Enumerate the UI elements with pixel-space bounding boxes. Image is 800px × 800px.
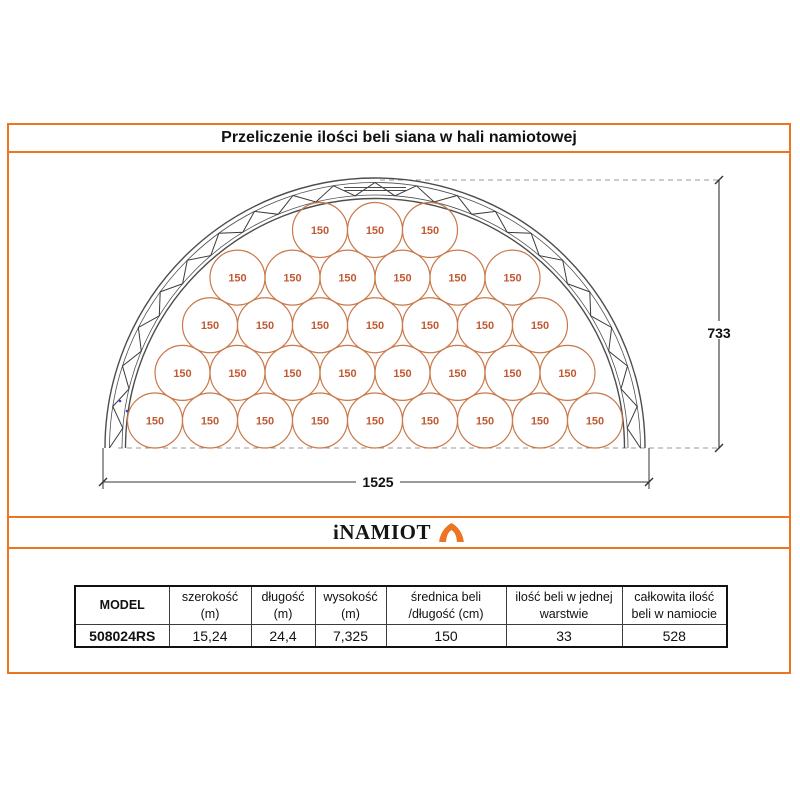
height-dimension-label: 733 — [707, 325, 731, 341]
bale-label: 150 — [200, 415, 220, 428]
cell-height: 7,325 — [315, 625, 386, 648]
bale-label: 150 — [420, 320, 440, 333]
table-header-row — [75, 586, 727, 625]
tent-icon — [438, 522, 465, 543]
cell-bale-diameter: 150 — [386, 625, 506, 648]
bale-label: 150 — [530, 415, 550, 428]
bale-label: 150 — [448, 272, 467, 285]
bale-label: 150 — [420, 415, 440, 428]
brand-wordmark: iNAMIOT — [333, 519, 431, 544]
cell-bales-per-layer: 33 — [506, 625, 622, 648]
bale-label: 150 — [338, 272, 357, 285]
page-title: Przeliczenie ilości beli siana w hali namiotowej — [9, 125, 789, 153]
bale-label: 150 — [338, 367, 357, 380]
col-header-length: długość (m) — [251, 586, 315, 625]
col-header-bale-diameter: średnica beli /długość (cm) — [386, 586, 506, 625]
table-data-row — [75, 625, 727, 648]
brand-bar — [7, 516, 791, 550]
bale-label: 150 — [200, 320, 220, 333]
bale-label: 150 — [558, 367, 577, 380]
bale-label: 150 — [228, 272, 247, 285]
bale-label: 150 — [228, 367, 247, 380]
bale-label: 150 — [173, 367, 192, 380]
col-header-total-bales: całkowita ilość beli w namiocie — [622, 586, 727, 625]
bale-label: 150 — [365, 224, 385, 237]
col-header-bales-per-layer: ilość beli w jednej warstwie — [506, 586, 622, 625]
col-header-model: MODEL — [75, 586, 169, 625]
bale-label: 150 — [585, 415, 605, 428]
calculation-panel — [7, 123, 791, 518]
bale-label: 150 — [530, 320, 550, 333]
bale-label: 150 — [448, 367, 467, 380]
bale-label: 150 — [475, 320, 495, 333]
width-dimension-label: 1525 — [362, 474, 394, 490]
bale-label: 150 — [365, 320, 385, 333]
bale-label: 150 — [283, 272, 302, 285]
cell-width: 15,24 — [169, 625, 251, 648]
bale-label: 150 — [475, 415, 495, 428]
bale-label: 150 — [503, 272, 522, 285]
bale-label: 150 — [255, 320, 275, 333]
bale-label: 150 — [393, 367, 412, 380]
bale-label: 150 — [420, 224, 440, 237]
col-header-height: wysokość (m) — [315, 586, 386, 625]
bale-label: 150 — [310, 224, 330, 237]
bale-label: 150 — [503, 367, 522, 380]
spec-table — [74, 585, 728, 648]
col-header-width: szerokość (m) — [169, 586, 251, 625]
bale-label: 150 — [283, 367, 302, 380]
bale-label: 150 — [310, 320, 330, 333]
cell-length: 24,4 — [251, 625, 315, 648]
bale-label: 150 — [310, 415, 330, 428]
bale-label: 150 — [393, 272, 412, 285]
cell-model: 508024RS — [75, 625, 169, 648]
bale-label: 150 — [365, 415, 385, 428]
bale-label: 150 — [145, 415, 165, 428]
cell-total-bales: 528 — [622, 625, 727, 648]
bale-label: 150 — [255, 415, 275, 428]
